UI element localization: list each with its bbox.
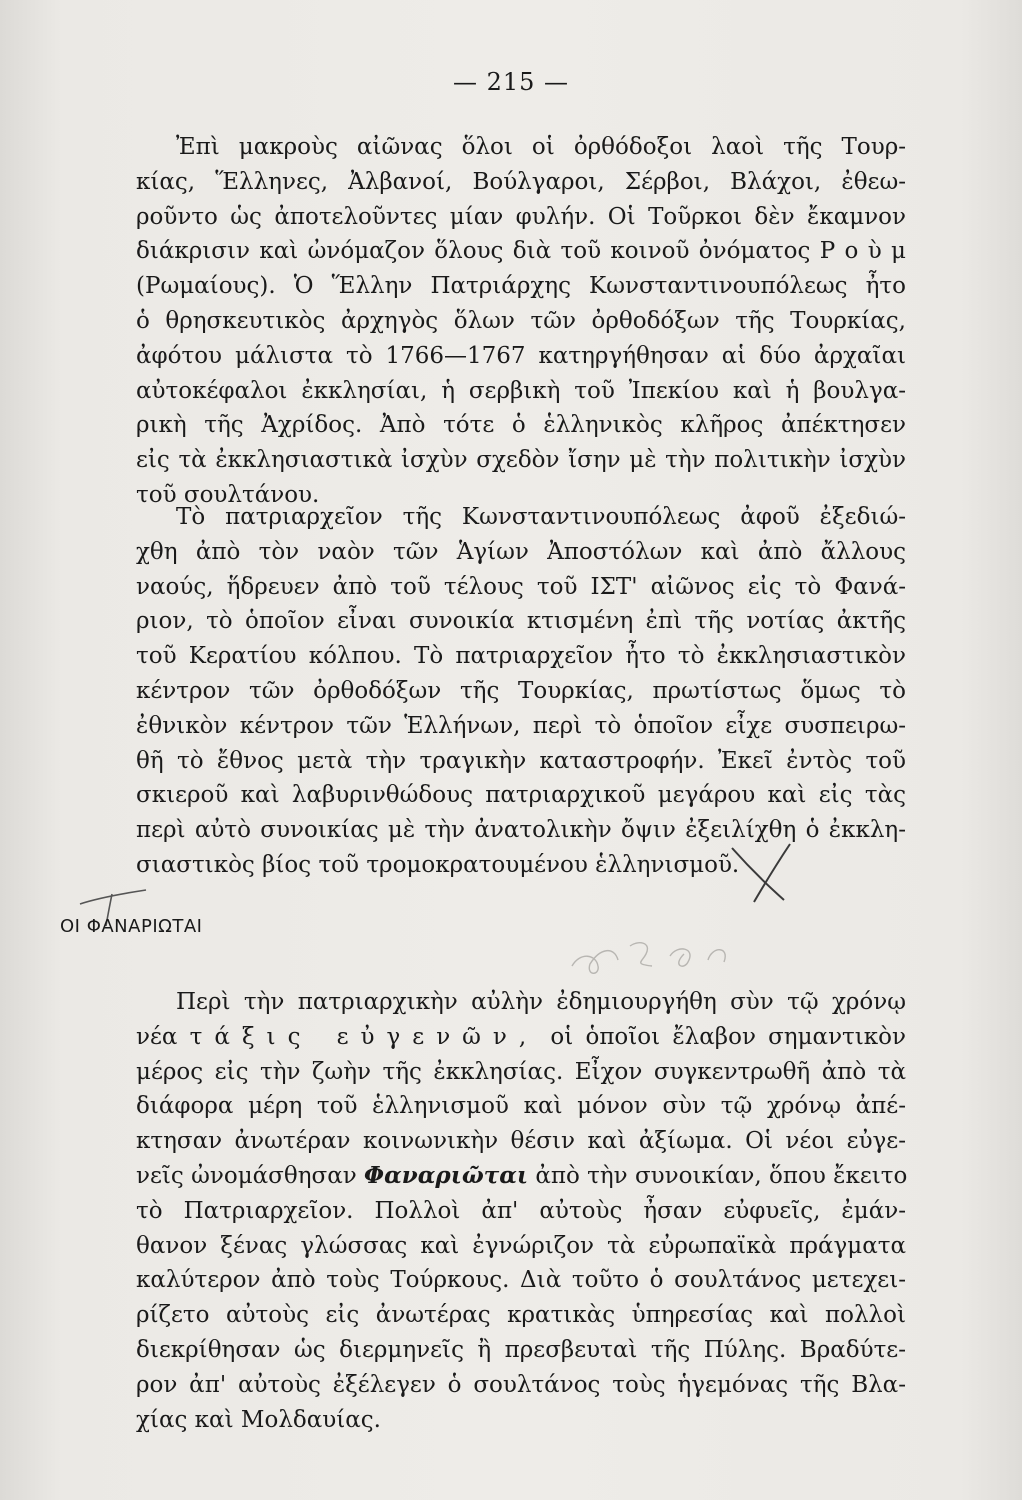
text-line: κίας, Ἕλληνες, Ἀλβανοί, Βούλγαροι, Σέρβοι, Βλάχοι, ἐθεω- [136, 168, 906, 195]
page-number: — 215 — [452, 68, 570, 96]
paragraph-3 [136, 985, 906, 1437]
text-line: τὸ Πατριαρχεῖον. Πολλοὶ ἀπ' αὐτοὺς ἦσαν εὐφυεῖς, ἐμάν- [136, 1197, 906, 1224]
text-line: σιαστικὸς βίος τοῦ τρομοκρατουμένου ἑλληνισμοῦ. [136, 851, 740, 878]
paragraph-1 [136, 130, 906, 513]
text-line: Περὶ τὴν πατριαρχικὴν αὐλὴν ἐδημιουργήθη σὺν τῷ χρόνῳ [176, 989, 906, 1015]
text-line: θῆ τὸ ἔθνος μετὰ τὴν τραγικὴν καταστροφήν. Ἐκεῖ ἐντὸς τοῦ [136, 747, 906, 774]
text-line: διάκρισιν καὶ ὠνόμαζον ὅλους διὰ τοῦ κοινοῦ ὀνόματος Ρ ο ὺ μ [136, 238, 906, 265]
text-run: νεῖς ὠνομάσθησαν [136, 1162, 365, 1189]
text-line: διεκρίθησαν ὡς διερμηνεῖς ἢ πρεσβευταὶ τῆς Πύλης. Βραδύτε- [136, 1336, 906, 1363]
text-line: αὐτοκέφαλοι ἐκκλησίαι, ἡ σερβικὴ τοῦ Ἰπεκίου καὶ ἡ βουλγα- [136, 377, 906, 404]
text-line: ρίζετο αὐτοὺς εἰς ἀνωτέρας κρατικὰς ὑπηρεσίας καὶ πολλοὶ [136, 1302, 906, 1329]
text-line: θανον ξένας γλώσσας καὶ ἐγνώριζον τὰ εὐρωπαϊκὰ πράγματα [136, 1232, 906, 1259]
text-line: Τὸ πατριαρχεῖον τῆς Κωνσταντινουπόλεως ἀφοῦ ἐξεδιώ- [176, 504, 906, 530]
text-line: ἐθνικὸν κέντρον τῶν Ἑλλήνων, περὶ τὸ ὁποῖον εἶχε συσπειρω- [136, 712, 906, 739]
text-line: Ἐπὶ μακροὺς αἰῶνας ὅλοι οἱ ὀρθόδοξοι λαοὶ τῆς Τουρ- [176, 134, 906, 160]
text-line: εἰς τὰ ἐκκλησιαστικὰ ἰσχὺν σχεδὸν ἴσην μὲ τὴν πολιτικὴν ἰσχὺν [136, 447, 906, 474]
text-line: διάφορα μέρη τοῦ ἑλληνισμοῦ καὶ μόνον σὺν τῷ χρόνῳ ἀπέ- [136, 1093, 906, 1120]
text-line: χίας καὶ Μολδαυίας. [136, 1406, 381, 1433]
text-line-emphasis [136, 1159, 906, 1194]
text-run: νέα [136, 1023, 190, 1050]
section-heading: ΟΙ ΦΑΝΑΡΙΩΤΑΙ [60, 916, 203, 937]
spaced-emphasis: τάξις εὐγενῶν, [189, 1023, 539, 1050]
text-line: ριον, τὸ ὁποῖον εἶναι συνοικία κτισμένη ἐπὶ τῆς νοτίας ἀκτῆς [136, 608, 906, 635]
text-line: μέρος εἰς τὴν ζωὴν τῆς ἐκκλησίας. Εἶχον συγκεντρωθῆ ἀπὸ τὰ [136, 1058, 906, 1085]
text-line: τοῦ Κερατίου κόλπου. Τὸ πατριαρχεῖον ἦτο τὸ ἐκκλησιαστικὸν [136, 643, 906, 670]
text-line: τοῦ σουλτάνου. [136, 481, 320, 508]
text-line: ρικὴ τῆς Ἀχρίδος. Ἀπὸ τότε ὁ ἑλληνικὸς κλῆρος ἀπέκτησεν [136, 412, 906, 439]
text-line: κτησαν ἀνωτέραν κοινωνικὴν θέσιν καὶ ἀξίωμα. Οἱ νέοι εὐγε- [136, 1128, 906, 1155]
text-line: ἀφότου μάλιστα τὸ 1766—1767 κατηργήθησαν αἱ δύο ἀρχαῖαι [136, 342, 906, 369]
text-line: καλύτερον ἀπὸ τοὺς Τούρκους. Διὰ τοῦτο ὁ σουλτάνος μετεχει- [136, 1267, 906, 1294]
text-line-spaced [136, 1020, 906, 1055]
text-line: περὶ αὐτὸ συνοικίας μὲ τὴν ἀνατολικὴν ὄψιν ἐξειλίχθη ὁ ἐκκλη- [136, 817, 906, 844]
text-line: ὁ θρησκευτικὸς ἀρχηγὸς ὅλων τῶν ὀρθοδόξων τῆς Τουρκίας, [136, 307, 906, 334]
text-line: (Ρωμαίους). Ὁ Ἕλλην Πατριάρχης Κωνσταντινουπόλεως ἦτο [136, 273, 906, 300]
paragraph-2 [136, 500, 906, 883]
pencil-doodle-icon [560, 926, 760, 986]
bold-italic-term: Φαναριῶται [364, 1161, 529, 1189]
text-run: οἱ ὁποῖοι ἔλαβον σημαντικὸν [538, 1023, 906, 1050]
text-line: ναούς, ἥδρευεν ἀπὸ τοῦ τέλους τοῦ ΙΣΤ' αἰῶνος εἰς τὸ Φανά- [136, 573, 906, 600]
pencil-cross-icon [718, 838, 798, 908]
text-line: ροῦντο ὡς ἀποτελοῦντες μίαν φυλήν. Οἱ Τοῦρκοι δὲν ἔκαμνον [136, 203, 906, 230]
text-run: ἀπὸ τὴν συνοικίαν, ὅπου ἔκειτο [528, 1162, 908, 1189]
text-line: ρον ἀπ' αὐτοὺς ἐξέλεγεν ὁ σουλτάνος τοὺς ἡγεμόνας τῆς Βλα- [136, 1371, 906, 1398]
text-line: κέντρον τῶν ὀρθοδόξων τῆς Τουρκίας, πρωτίστως ὅμως τὸ [136, 677, 906, 704]
text-line: χθη ἀπὸ τὸν ναὸν τῶν Ἁγίων Ἀποστόλων καὶ ἀπὸ ἄλλους [136, 538, 906, 565]
text-line: σκιεροῦ καὶ λαβυρινθώδους πατριαρχικοῦ μεγάρου καὶ εἰς τὰς [136, 782, 906, 809]
